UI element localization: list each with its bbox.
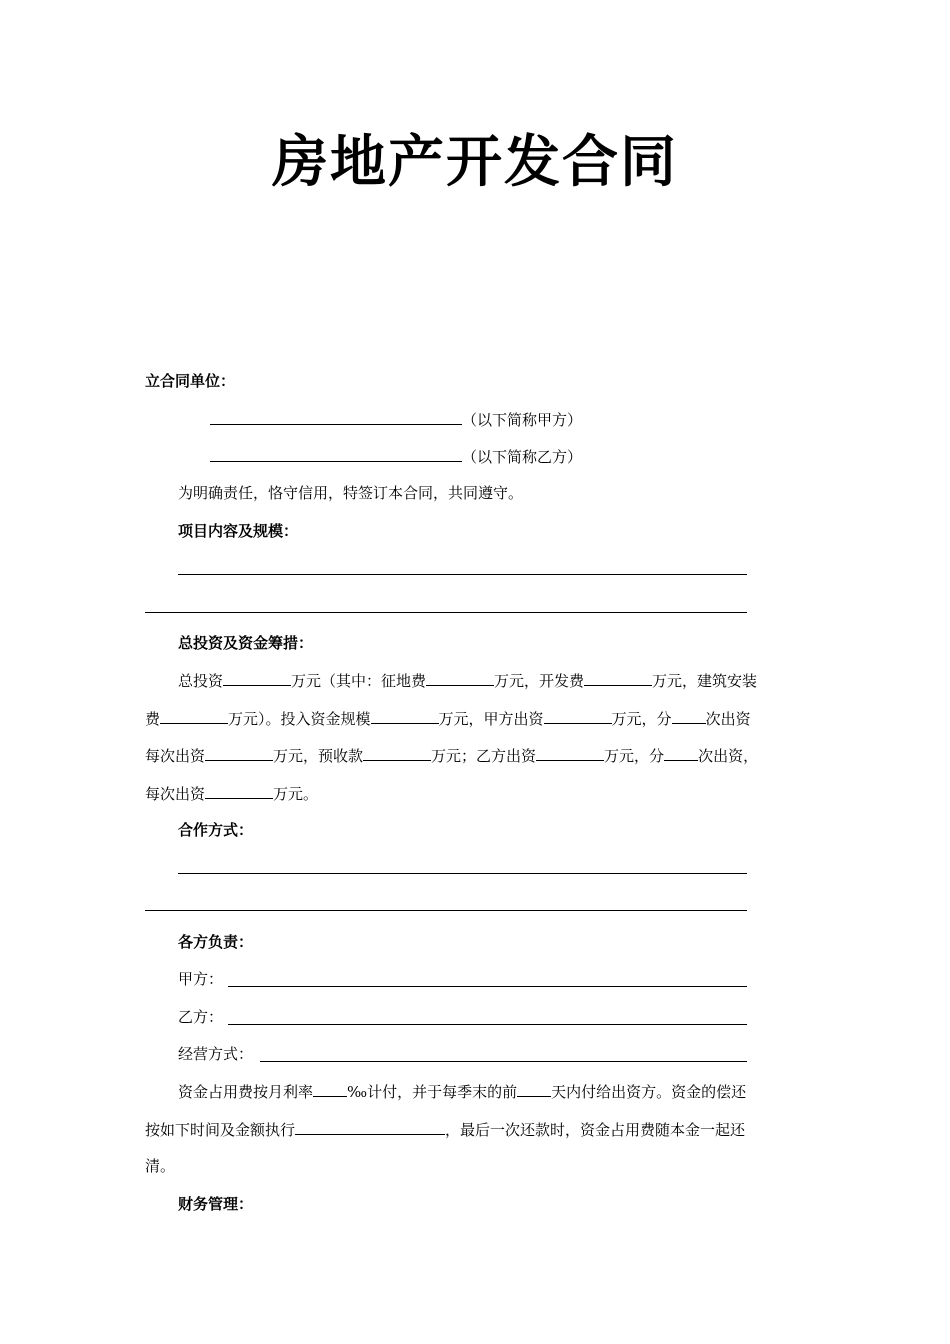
cooperation-blank-line-2 (145, 910, 747, 911)
party-a-line (210, 407, 582, 432)
monthly-rate-blank (313, 1079, 347, 1097)
operation-blank (260, 1061, 747, 1062)
investment-text: 次出资 (705, 710, 751, 728)
party-b-suffix: （以下简称乙方） (462, 448, 583, 466)
total-investment-blank (223, 668, 291, 686)
project-blank-line-2 (145, 612, 747, 613)
investment-text: 万元（其中：征地费 (291, 672, 427, 690)
investment-text: 次出资， (698, 747, 759, 765)
investment-text: 费 (145, 710, 161, 728)
document-title: 房地产开发合同 (272, 129, 678, 195)
responsibility-heading: 各方负责： (178, 933, 254, 951)
fee-line-2 (145, 1117, 745, 1142)
operation-label: 经营方式： (178, 1045, 254, 1063)
party-b-capital-blank (536, 743, 604, 761)
investment-text: 万元）。投入资金规模 (228, 710, 371, 728)
fee-text: 天内付给出资方。资金的偿还 (551, 1083, 747, 1101)
parties-heading: 立合同单位： (145, 372, 236, 390)
investment-text: 万元，甲方出资 (438, 710, 544, 728)
fee-text: 资金占用费按月利率 (178, 1083, 314, 1101)
fee-text: ，最后一次还款时，资金占用费随本金一起还 (445, 1121, 746, 1139)
project-heading: 项目内容及规模： (178, 522, 299, 540)
party-a-capital-blank (544, 706, 612, 724)
investment-line-2 (145, 706, 751, 731)
construction-fee-blank (160, 706, 228, 724)
party-b-line (210, 444, 582, 469)
fee-line-1 (178, 1079, 746, 1104)
days-blank (517, 1079, 551, 1097)
investment-text: 万元；乙方出资 (431, 747, 537, 765)
fee-text: ‰计付，并于每季末的前 (347, 1083, 518, 1101)
investment-text: 每次出资 (145, 747, 206, 765)
party-a-each-blank (205, 743, 273, 761)
investment-text: 万元，分 (604, 747, 665, 765)
development-fee-blank (584, 668, 652, 686)
investment-text: 万元。 (273, 785, 319, 803)
cooperation-heading: 合作方式： (178, 821, 254, 839)
advance-payment-blank (363, 743, 431, 761)
repayment-schedule-blank (295, 1117, 445, 1135)
party-a-duty-label: 甲方： (178, 970, 224, 988)
party-a-blank (210, 407, 462, 425)
investment-text: 万元，预收款 (273, 747, 364, 765)
party-b-duty-label: 乙方： (178, 1008, 224, 1026)
investment-line-3 (145, 743, 758, 768)
preamble-text: 为明确责任，恪守信用，特签订本合同，共同遵守。 (178, 484, 524, 502)
investment-text: 万元，分 (611, 710, 672, 728)
party-b-installments-blank (664, 743, 698, 761)
cooperation-blank-line-1 (178, 873, 747, 874)
fee-line-3: 清。 (145, 1157, 176, 1175)
party-a-duty-blank (228, 986, 747, 987)
land-fee-blank (426, 668, 494, 686)
investment-text: 总投资 (178, 672, 224, 690)
capital-scale-blank (371, 706, 439, 724)
investment-text: 万元，建筑安装 (652, 672, 758, 690)
project-blank-line-1 (178, 574, 747, 575)
party-b-blank (210, 444, 462, 462)
investment-heading: 总投资及资金筹措： (178, 634, 314, 652)
investment-text: 每次出资 (145, 785, 206, 803)
investment-line-4 (145, 781, 318, 806)
finance-heading: 财务管理： (178, 1195, 254, 1213)
party-a-installments-blank (672, 706, 706, 724)
party-b-duty-blank (228, 1024, 747, 1025)
party-b-each-blank (205, 781, 273, 799)
party-a-suffix: （以下简称甲方） (462, 411, 583, 429)
fee-text: 按如下时间及金额执行 (145, 1121, 296, 1139)
investment-text: 万元，开发费 (494, 672, 585, 690)
investment-line-1 (178, 668, 757, 693)
